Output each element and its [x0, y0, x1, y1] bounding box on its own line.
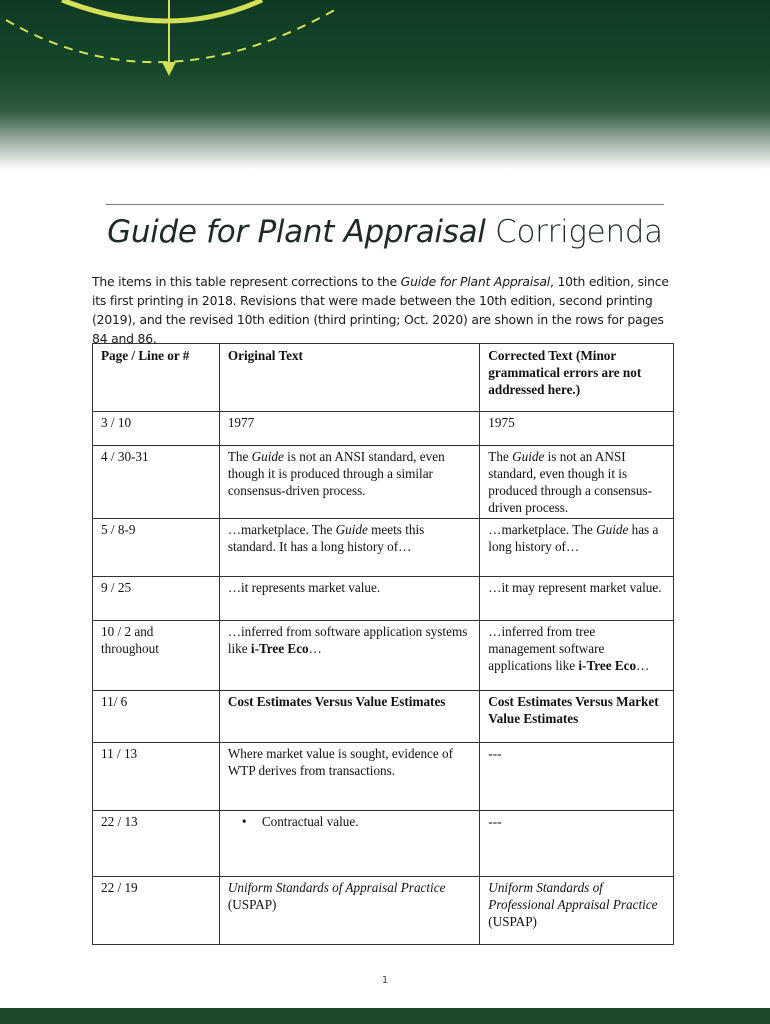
row-original — [219, 877, 479, 945]
text-segment: (USPAP) — [488, 914, 537, 929]
text-segment: has a long history of… — [488, 522, 659, 554]
text-segment: Contractual value. — [261, 814, 359, 829]
table-row — [93, 519, 674, 577]
row-page: 3 / 10 — [93, 412, 220, 446]
intro-paragraph — [92, 272, 682, 348]
row-original: 1977 — [219, 412, 479, 446]
table-row — [93, 412, 674, 446]
row-original — [219, 811, 479, 877]
page-title — [0, 214, 770, 250]
text-segment: …marketplace. The — [488, 522, 597, 537]
text-segment: is not an ANSI standard, even though it is produced through a similar consensus-driven process. — [227, 449, 445, 498]
row-corrected — [480, 877, 674, 945]
table-row — [93, 877, 674, 945]
text-segment: … — [308, 641, 322, 656]
bullet-icon: • — [241, 814, 247, 829]
text-segment: The — [488, 449, 513, 464]
table-row — [93, 446, 674, 519]
header-original-text: Original Text — [219, 344, 479, 412]
row-page: 22 / 19 — [93, 877, 220, 945]
row-page: 11/ 6 — [93, 691, 220, 743]
table-row — [93, 743, 674, 811]
row-corrected: --- — [480, 811, 674, 877]
italic-uspap: Uniform Standards of Appraisal Practice — [227, 880, 446, 895]
row-page: 5 / 8-9 — [93, 519, 220, 577]
row-corrected — [480, 519, 674, 577]
title-rule — [106, 204, 664, 205]
row-original — [219, 519, 479, 577]
row-corrected: --- — [480, 743, 674, 811]
italic-guide: Guide — [251, 449, 284, 464]
row-corrected: 1975 — [480, 412, 674, 446]
table-header-row — [93, 344, 674, 412]
title-italic: Guide for Plant Appraisal — [107, 214, 486, 250]
row-page: 9 / 25 — [93, 577, 220, 621]
text-segment: meets this standard. It has a long history of… — [227, 522, 425, 554]
page-number: 1 — [381, 975, 389, 986]
bold-itree: i-Tree Eco — [578, 658, 637, 673]
row-original — [219, 446, 479, 519]
header-banner — [0, 0, 770, 170]
arrow-down-icon — [162, 62, 176, 76]
italic-guide: Guide — [335, 522, 368, 537]
text-segment: The — [227, 449, 252, 464]
row-original: Where market value is sought, evidence of WTP derives from transactions. — [219, 743, 479, 811]
header-page-line: Page / Line or # — [93, 344, 220, 412]
intro-text-2: , 10th edition, since its first printing in 2018. Revisions that were made between the 10th edition, second printing (2019), and the revised 10th edition (third printing; Oct. 2020) are shown in the rows for pages 84 and 86. — [92, 274, 669, 346]
italic-guide: Guide — [596, 522, 629, 537]
row-page: 11 / 13 — [93, 743, 220, 811]
table-row — [93, 621, 674, 691]
italic-guide: Guide — [512, 449, 545, 464]
row-corrected: Cost Estimates Versus Market Value Estimates — [480, 691, 674, 743]
footer-band — [0, 1008, 770, 1024]
row-original: Cost Estimates Versus Value Estimates — [219, 691, 479, 743]
table-row — [93, 577, 674, 621]
row-corrected — [480, 621, 674, 691]
row-original: …it represents market value. — [219, 577, 479, 621]
text-segment: …marketplace. The — [227, 522, 336, 537]
target-graphic — [0, 0, 770, 170]
arc-decoration — [62, 0, 262, 21]
text-segment: … — [636, 658, 650, 673]
text-segment: …inferred from software application systems like — [227, 624, 468, 656]
row-page: 4 / 30-31 — [93, 446, 220, 519]
table-row — [93, 811, 674, 877]
row-page: 22 / 13 — [93, 811, 220, 877]
italic-uspap: Uniform Standards of Professional Appraisal Practice — [488, 880, 658, 912]
row-corrected: …it may represent market value. — [480, 577, 674, 621]
dashed-arc-decoration — [6, 8, 338, 62]
text-segment: …inferred from tree management software applications like — [488, 624, 605, 673]
row-corrected — [480, 446, 674, 519]
title-rest: Corrigenda — [485, 214, 663, 250]
intro-text-1: The items in this table represent corrections to the — [92, 274, 401, 289]
intro-italic: Guide for Plant Appraisal — [400, 274, 550, 289]
header-corrected-text: Corrected Text (Minor grammatical errors are not addressed here.) — [480, 344, 674, 412]
text-segment: is not an ANSI standard, even though it is produced through a consensus-driven process. — [488, 449, 653, 515]
text-segment: (USPAP) — [227, 897, 277, 912]
row-page: 10 / 2 and throughout — [93, 621, 220, 691]
table-row — [93, 691, 674, 743]
bold-itree: i-Tree Eco — [250, 641, 309, 656]
corrigenda-table — [92, 343, 674, 945]
row-original — [219, 621, 479, 691]
